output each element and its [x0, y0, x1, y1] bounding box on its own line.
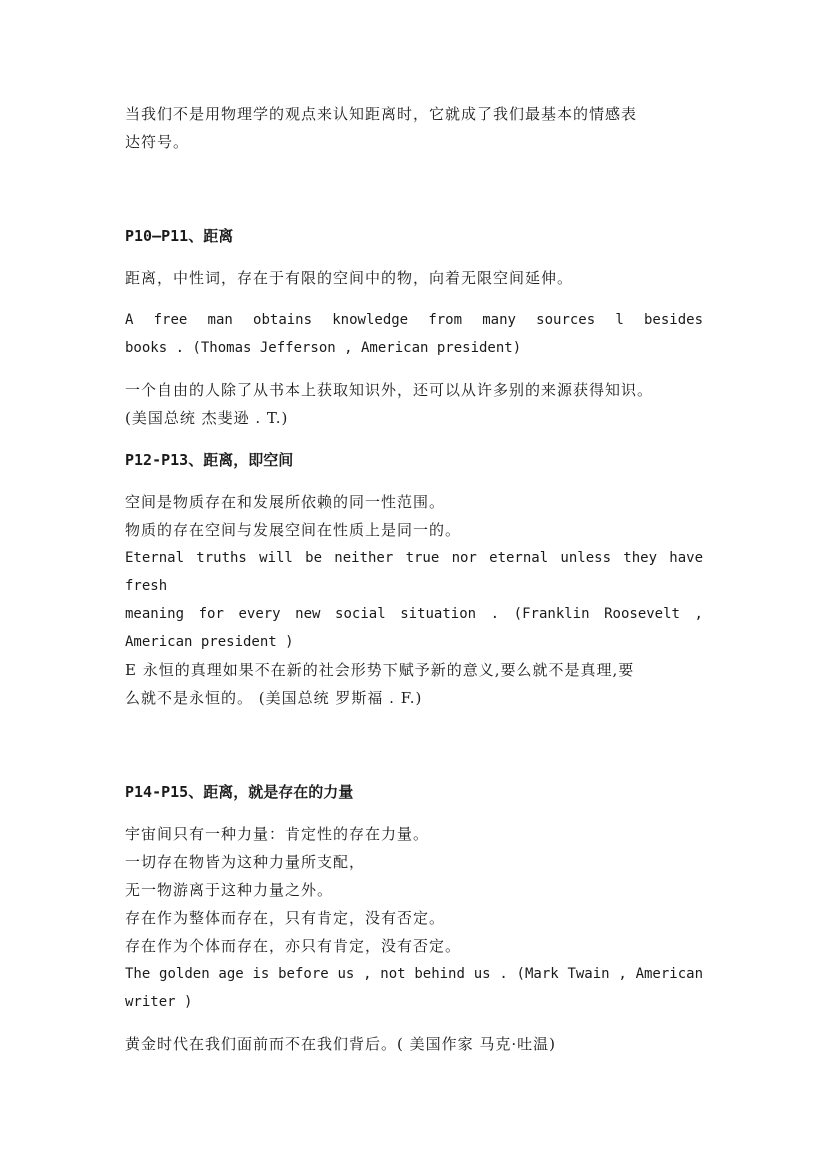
spacer [125, 292, 703, 306]
spacer [125, 250, 703, 264]
spacer [125, 712, 703, 778]
section-3-line-1: 宇宙间只有一种力量：肯定性的存在力量。 [125, 825, 430, 843]
section-3-line-4: 存在作为整体而存在，只有肯定，没有否定。 [125, 909, 446, 927]
section-3-line-5: 存在作为个体而存在，亦只有肯定，没有否定。 [125, 937, 462, 955]
section-1-paragraph: 距离，中性词，存在于有限的空间中的物，向着无限空间延伸。 [125, 269, 574, 287]
section-2-heading: P12-P13、距离，即空间 [125, 451, 294, 469]
spacer [125, 156, 703, 222]
section-3-line-2: 一切存在物皆为这种力量所支配， [125, 853, 366, 871]
intro-line-2: 达符号。 [125, 133, 190, 151]
section-2-quote-en-line-2: meaning for every new social situation . (Franklin Roosevelt , [125, 606, 703, 622]
section-1-quote-zh-line-1: 一个自由的人除了从书本上获取知识外，还可以从许多别的来源获得知识。 [125, 381, 654, 399]
section-3-line-3: 无一物游离于这种力量之外。 [125, 881, 334, 899]
section-1-quote-en-line-2: books . (Thomas Jefferson , American president) [125, 340, 522, 356]
section-3-quote-en-line-1: The golden age is before us , not behind us . (Mark Twain , American [125, 966, 703, 982]
section-1-quote-zh-line-2: (美国总统 杰斐逊 . T.) [125, 409, 289, 427]
section-1-quote-en-line-1: A free man obtains knowledge from many sources l besides [125, 312, 703, 328]
section-2-quote-zh-line-2: 么就不是永恒的。 (美国总统 罗斯福 . F.) [125, 689, 423, 707]
spacer [125, 362, 703, 376]
spacer [125, 806, 703, 820]
section-3-quote-zh: 黄金时代在我们面前而不在我们背后。( 美国作家 马克·吐温) [125, 1035, 557, 1053]
section-2-line-1: 空间是物质存在和发展所依赖的同一性范围。 [125, 493, 446, 511]
section-1-heading: P10—P11、距离 [125, 227, 234, 245]
spacer [125, 432, 703, 446]
section-2-quote-en-line-1: Eternal truths will be neither true nor eternal unless they have fresh [125, 550, 703, 594]
section-2-line-2: 物质的存在空间与发展空间在性质上是同一的。 [125, 521, 462, 539]
section-3-quote-en-line-2: writer ) [125, 994, 193, 1010]
section-2-quote-en-line-3: American president ) [125, 634, 294, 650]
intro-line-1: 当我们不是用物理学的观点来认知距离时，它就成了我们最基本的情感表 [125, 105, 638, 123]
document-page [125, 100, 703, 1058]
spacer [125, 1016, 703, 1030]
spacer [125, 474, 703, 488]
section-2-quote-zh-line-1: E 永恒的真理如果不在新的社会形势下赋予新的意义,要么就不是真理,要 [125, 661, 635, 679]
section-3-heading: P14-P15、距离，就是存在的力量 [125, 783, 354, 801]
